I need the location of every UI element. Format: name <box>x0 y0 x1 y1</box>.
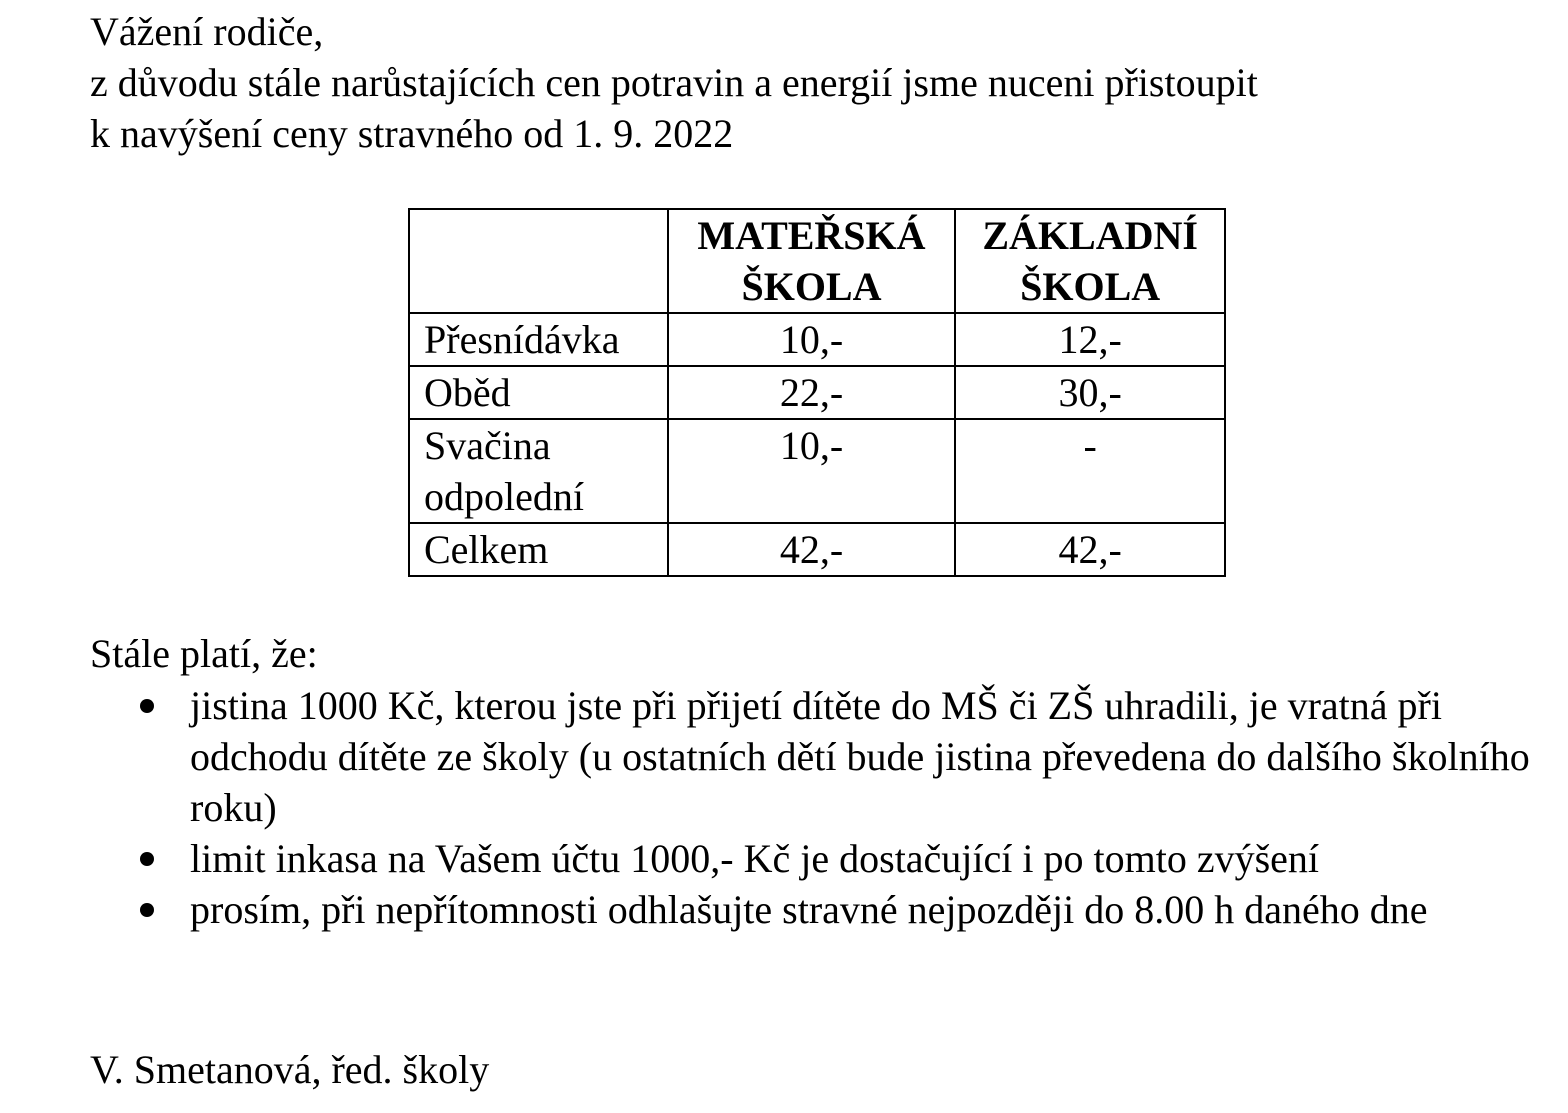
table-header-zakladni-skola: ZÁKLADNÍ ŠKOLA <box>955 209 1225 313</box>
bullet-icon <box>140 903 154 917</box>
intro-line-1: z důvodu stále narůstajících cen potravin a energií jsme nuceni přistoupit <box>90 60 1258 105</box>
still-valid-heading: Stále platí, že: <box>90 631 318 676</box>
signature: V. Smetanová, řed. školy <box>90 1047 490 1092</box>
price-ms: 42,- <box>668 523 956 576</box>
table-header-row <box>409 209 1225 313</box>
meal-price-table <box>408 208 1226 577</box>
price-zs: 12,- <box>955 313 1225 366</box>
table-header-materska-skola: MATEŘSKÁ ŠKOLA <box>668 209 956 313</box>
greeting: Vážení rodiče, <box>90 9 324 54</box>
bullet-icon <box>140 699 154 713</box>
note-text: limit inkasa na Vašem účtu 1000,- Kč je dostačující i po tomto zvýšení <box>190 836 1320 881</box>
notes-list <box>190 680 1535 935</box>
list-item <box>190 680 1535 833</box>
price-ms: 22,- <box>668 366 956 419</box>
table-row <box>409 366 1225 419</box>
list-item <box>190 833 1535 884</box>
table-row-total <box>409 523 1225 576</box>
intro-line-2: k navýšení ceny stravného od 1. 9. 2022 <box>90 111 734 156</box>
price-ms: 10,- <box>668 313 956 366</box>
row-label: Přesnídávka <box>409 313 668 366</box>
price-zs: 42,- <box>955 523 1225 576</box>
price-zs: - <box>955 419 1225 523</box>
note-text: jistina 1000 Kč, kterou jste při přijetí dítěte do MŠ či ZŠ uhradili, je vratná při odchodu dítěte ze školy (u ostatních dětí bude jistina převedena do dalšího školního roku) <box>190 683 1530 830</box>
table-header-empty <box>409 209 668 313</box>
list-item <box>190 884 1535 935</box>
note-text: prosím, při nepřítomnosti odhlašujte stravné nejpozději do 8.00 h daného dne <box>190 887 1428 932</box>
intro-paragraph <box>90 6 1530 159</box>
table-row <box>409 313 1225 366</box>
price-zs: 30,- <box>955 366 1225 419</box>
row-label: Celkem <box>409 523 668 576</box>
row-label: Svačina odpolední <box>409 419 668 523</box>
bullet-icon <box>140 852 154 866</box>
price-ms: 10,- <box>668 419 956 523</box>
table-row <box>409 419 1225 523</box>
row-label: Oběd <box>409 366 668 419</box>
